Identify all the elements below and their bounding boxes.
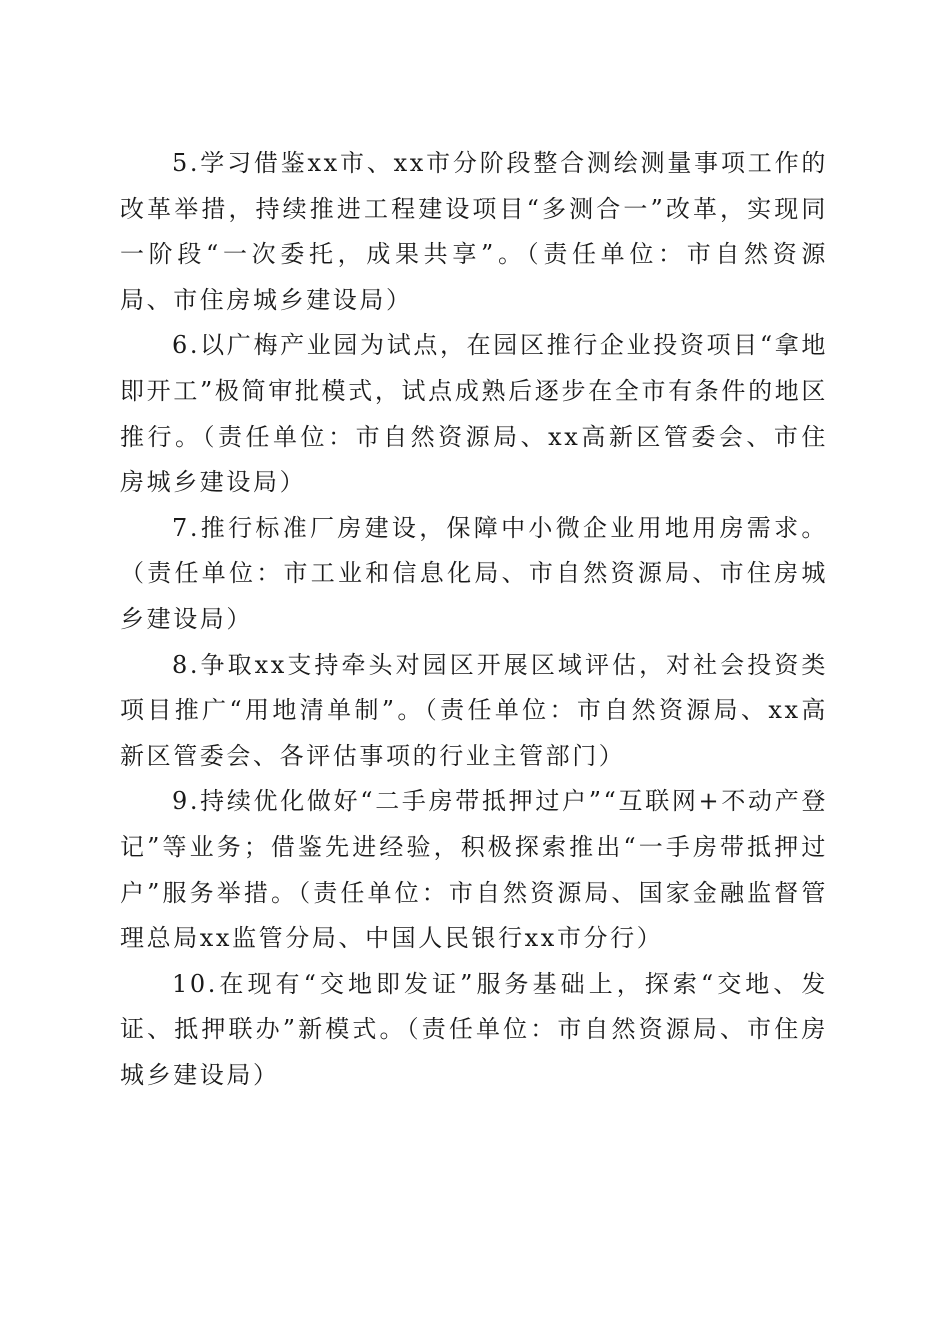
paragraph-item-6: 6.以广梅产业园为试点，在园区推行企业投资项目“拿地即开工”极简审批模式，试点成熟后逐步在全市有条件的地区推行。（责任单位：市自然资源局、xx高新区管委会、市住房城乡建设局） (120, 331, 828, 497)
paragraph-item-10: 10.在现有“交地即发证”服务基础上，探索“交地、发证、抵押联办”新模式。（责任单位：市自然资源局、市住房城乡建设局） (120, 969, 828, 1089)
document-body (120, 141, 828, 1098)
paragraph-item-7: 7.推行标准厂房建设，保障中小微企业用地用房需求。（责任单位：市工业和信息化局、市自然资源局、市住房城乡建设局） (120, 513, 828, 633)
paragraph-item-8: 8.争取xx支持牵头对园区开展区域评估，对社会投资类项目推广“用地清单制”。（责任单位：市自然资源局、xx高新区管委会、各评估事项的行业主管部门） (120, 650, 828, 770)
paragraph-item-9: 9.持续优化做好“二手房带抵押过户”“互联网+不动产登记”等业务；借鉴先进经验，积极探索推出“一手房带抵押过户”服务举措。（责任单位：市自然资源局、国家金融监督管理总局xx监管分局、中国人民银行xx市分行） (120, 787, 828, 953)
paragraph-item-5: 5.学习借鉴xx市、xx市分阶段整合测绘测量事项工作的改革举措，持续推进工程建设项目“多测合一”改革，实现同一阶段“一次委托，成果共享”。（责任单位：市自然资源局、市住房城乡建设局） (120, 149, 828, 314)
